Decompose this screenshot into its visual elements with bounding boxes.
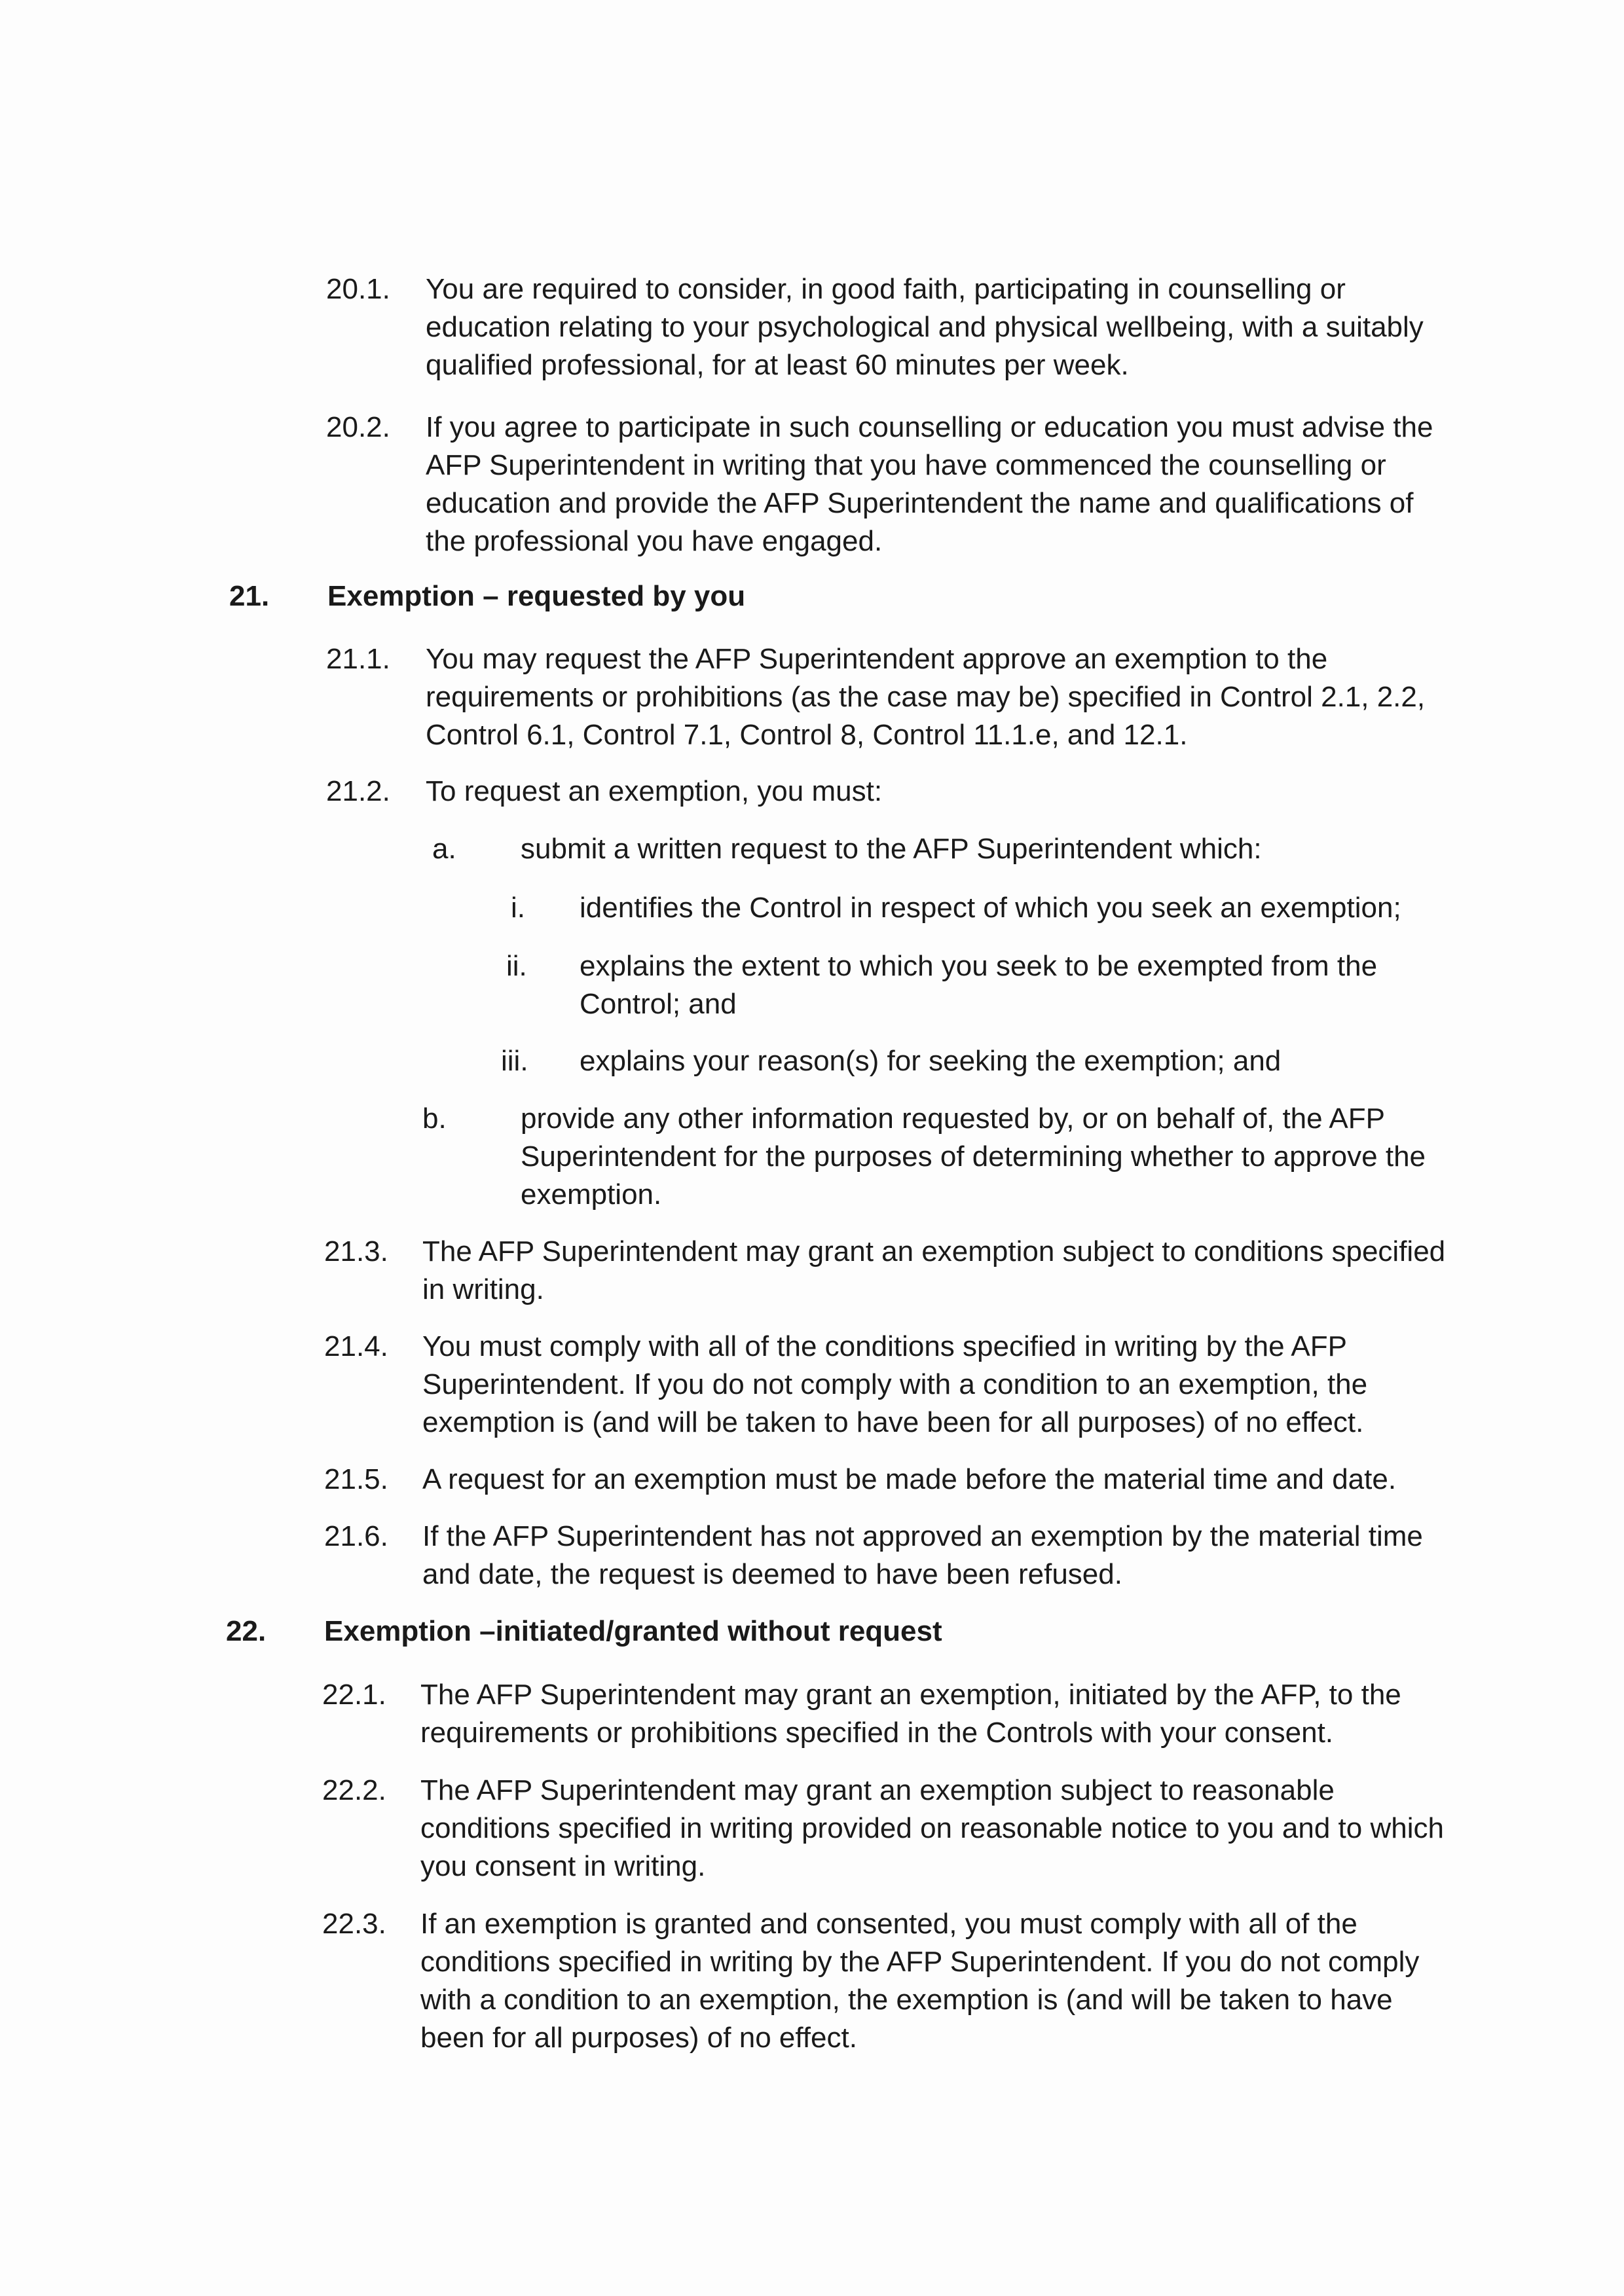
clause-number: 20.1. <box>326 273 390 305</box>
item-text: provide any other information requested by, or on behalf of, the AFP Superintendent for the purposes of determining whether to approve the exemption. <box>521 1102 1426 1211</box>
clause-number: 22.3. <box>322 1908 386 1940</box>
clause-number: 21.6. <box>324 1520 388 1552</box>
clause-number: 21.2. <box>326 775 390 807</box>
clause-number: 22.1. <box>322 1679 386 1711</box>
section-number: 22. <box>226 1615 267 1647</box>
clause-number: 20.2. <box>326 411 390 443</box>
clause-number: 21.3. <box>324 1235 388 1267</box>
clause-number: 22.2. <box>322 1774 386 1806</box>
clause-text: If you agree to participate in such counselling or education you must advise the AFP Superintendent in writing that you have commenced the counselling or education and provide the AFP Superintendent the name and qualifications of the professional you have engaged. <box>426 411 1433 557</box>
section-title: Exemption –initiated/granted without request <box>324 1615 942 1647</box>
section-title: Exemption – requested by you <box>327 580 746 612</box>
item-label: b. <box>422 1102 447 1135</box>
item-text: submit a written request to the AFP Superintendent which: <box>521 833 1262 865</box>
clause-number: 21.4. <box>324 1330 388 1362</box>
subitem-text: explains the extent to which you seek to be exempted from the Control; and <box>580 950 1378 1020</box>
clause-number: 21.1. <box>326 643 390 675</box>
clause-text: The AFP Superintendent may grant an exemption, initiated by the AFP, to the requirements or prohibitions specified in the Controls with your consent. <box>420 1679 1401 1749</box>
subitem-text: identifies the Control in respect of which you seek an exemption; <box>580 892 1401 924</box>
clause-text: The AFP Superintendent may grant an exemption subject to reasonable conditions specified in writing provided on reasonable notice to you and to which you consent in writing. <box>420 1774 1444 1882</box>
section-number: 21. <box>229 580 270 612</box>
clause-text: If the AFP Superintendent has not approved an exemption by the material time and date, the request is deemed to have been refused. <box>422 1520 1423 1590</box>
clause-text: You may request the AFP Superintendent approve an exemption to the requirements or prohibitions (as the case may be) specified in Control 2.1, 2.2, Control 6.1, Control 7.1, Control 8, Control 11.1.e, and 12.1. <box>426 643 1426 751</box>
clause-text: If an exemption is granted and consented, you must comply with all of the conditions specified in writing by the AFP Superintendent. If you do not comply with a condition to an exemption, the exemption is (and will be taken to have been for all purposes) of no effect. <box>420 1908 1420 2054</box>
clause-text: You must comply with all of the conditions specified in writing by the AFP Superintendent. If you do not comply with a condition to an exemption, the exemption is (and will be taken to have been for all purposes) of no effect. <box>422 1330 1368 1438</box>
clause-text: To request an exemption, you must: <box>426 775 883 807</box>
clause-text: A request for an exemption must be made before the material time and date. <box>422 1463 1397 1495</box>
subitem-label: iii. <box>501 1045 528 1077</box>
subitem-label: i. <box>511 892 525 924</box>
clause-number: 21.5. <box>324 1463 388 1495</box>
clause-text: You are required to consider, in good faith, participating in counselling or education relating to your psychological and physical wellbeing, with a suitably qualified professional, for at least 60 minutes per week. <box>426 273 1424 381</box>
clause-text: The AFP Superintendent may grant an exemption subject to conditions specified in writing. <box>422 1235 1446 1305</box>
subitem-label: ii. <box>506 950 527 982</box>
subitem-text: explains your reason(s) for seeking the exemption; and <box>580 1045 1282 1077</box>
item-label: a. <box>432 833 456 865</box>
